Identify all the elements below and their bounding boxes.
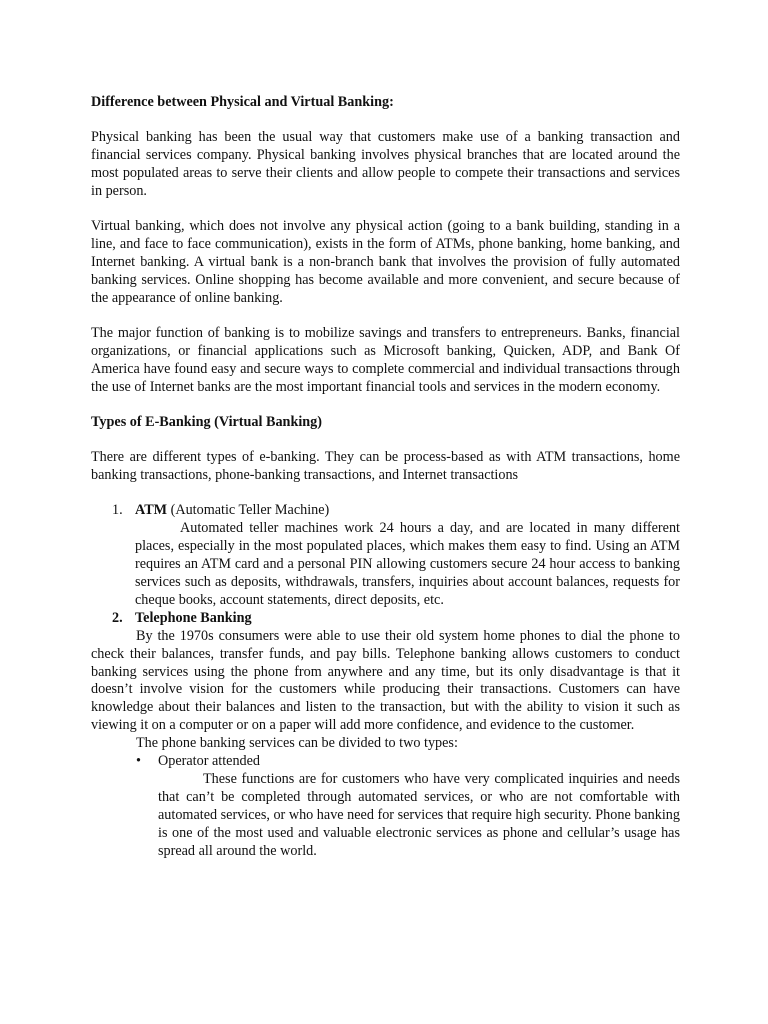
list-item-atm bbox=[112, 502, 680, 609]
bullet-body: These functions are for customers who have very complicated inquiries and needs that can’t be completed through automated services, or who are not comfortable with automated services, or who have need for services that require high security. Phone banking is one of the most used and valuable electronic services as phone and cellular’s usage has spread all around the world. bbox=[158, 771, 680, 859]
list-item-subtitle: (Automatic Teller Machine) bbox=[167, 502, 330, 519]
list-item-title: ATM bbox=[135, 502, 168, 519]
list-number: 2. bbox=[112, 609, 123, 626]
list-number: 1. bbox=[112, 502, 123, 519]
list-item-body: Automated teller machines work 24 hours a day, and are located in many different places, especially in the most populated places, which makes them easy to find. Using an ATM requires an ATM card and a personal PIN allowing customers secure 24 hour access to banking services such as deposits, withdrawals, transfers, inquiries about account balances, requests for cheque books, account statements, direct deposits, etc. bbox=[135, 520, 680, 608]
document-title: Difference between Physical and Virtual Banking: bbox=[91, 94, 394, 110]
list-item-header bbox=[112, 610, 680, 628]
bullet-icon: • bbox=[136, 753, 141, 770]
bullet-label: Operator attended bbox=[158, 753, 261, 770]
paragraph-virtual-banking: Virtual banking, which does not involve any physical action (going to a bank building, standing in a line, and face to face communication), exists in the form of ATMs, phone banking, home banking, and Internet banking. A virtual bank is a non-branch bank that involves the provision of fully automated banking services. Online shopping has become available and more convenient, and secure because of the appearance of online banking. bbox=[91, 218, 680, 306]
telephone-banking-body: By the 1970s consumers were able to use their old system home phones to dial the phone to check their balances, transfer funds, and pay bills. Telephone banking allows customers to conduct banking services using the phone from anywhere and any time, but its only disadvantage is that it doesn’t involve vision for the customers while producing their transactions. Customers can have knowledge about their balances and listen to the transaction, but with the ability to vision it such as viewing it on a computer or on a paper will add more confidence, and evidence to the customer. bbox=[91, 627, 680, 734]
section-heading: Types of E-Banking (Virtual Banking) bbox=[91, 414, 322, 431]
list-item-title: Telephone Banking bbox=[135, 609, 252, 626]
bullet-item bbox=[136, 753, 680, 860]
list-item-header bbox=[112, 502, 680, 520]
paragraph-banking-function: The major function of banking is to mobilize savings and transfers to entrepreneurs. Banks, financial organizations, or financial applications such as Microsoft banking, Quicken, ADP, and Bank Of America have found easy and secure ways to complete commercial and individual transactions through the use of Internet banks are the most important financial tools and services in the modern economy. bbox=[91, 325, 680, 395]
paragraph-physical-banking: Physical banking has been the usual way that customers make use of a banking transaction and financial services company. Physical banking involves physical branches that are located around the most populated areas to serve their clients and allow people to compete their transactions and services in person. bbox=[91, 128, 680, 199]
list-item-telephone-banking bbox=[112, 610, 680, 628]
section-intro: There are different types of e-banking. They can be process-based as with ATM transactions, home banking transactions, phone-banking transactions, and Internet transactions bbox=[91, 449, 680, 483]
bullet-header bbox=[136, 753, 680, 771]
telephone-types-intro: The phone banking services can be divided to two types: bbox=[136, 735, 458, 752]
